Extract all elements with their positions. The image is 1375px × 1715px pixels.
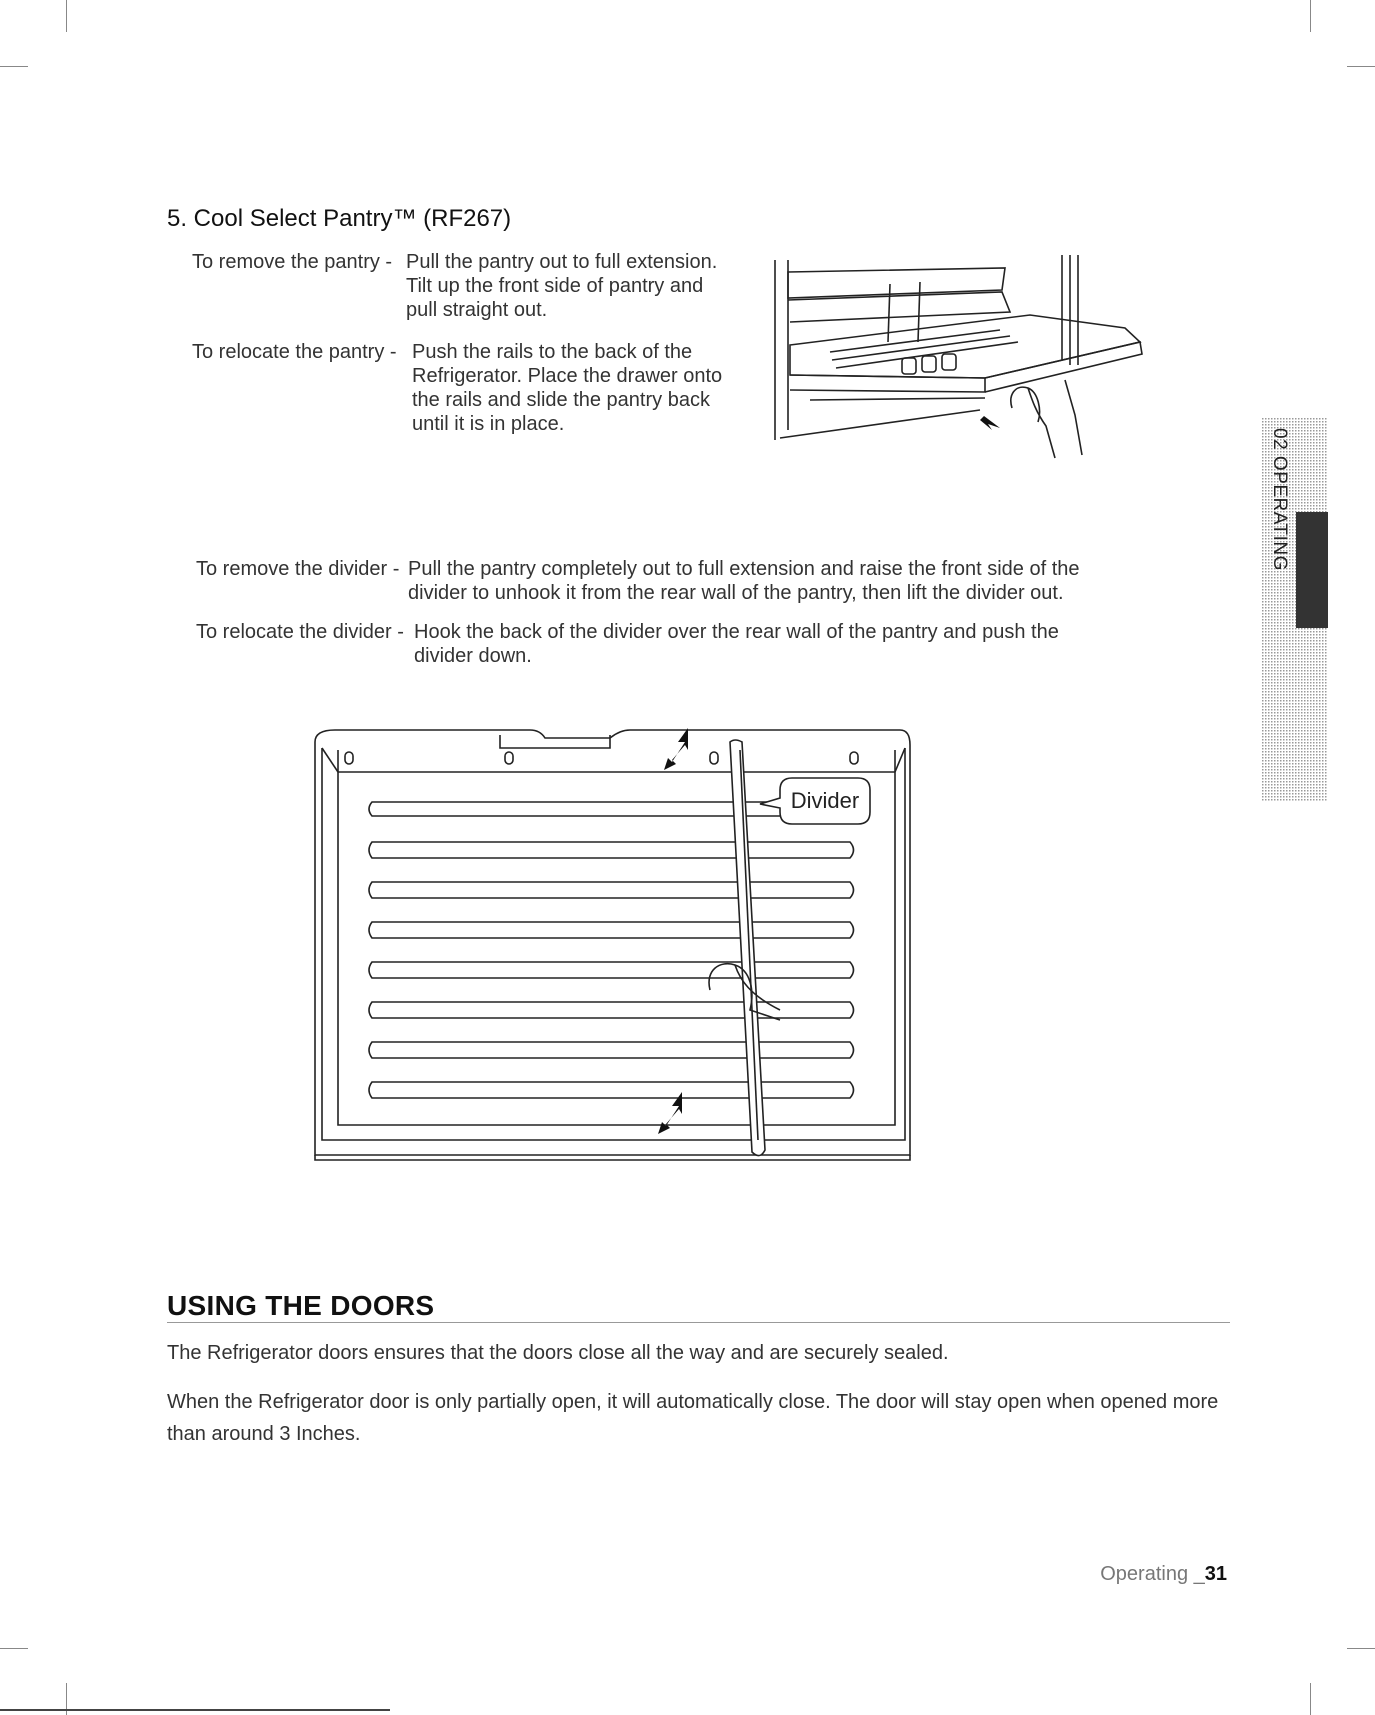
crop-mark (1347, 66, 1375, 67)
using-doors-title: USING THE DOORS (167, 1290, 435, 1321)
divider-callout-label: Divider (790, 788, 860, 813)
section-rule (167, 1322, 1230, 1323)
instruction-text: Pull the pantry completely out to full extension and raise the front side of the divider to unhook it from the rear wall of the pantry, then lift the divider out. (408, 558, 1080, 604)
doors-paragraph-1: The Refrigerator doors ensures that the doors close all the way and are securely sealed. (167, 1342, 949, 1364)
instruction-label: To relocate the divider - (196, 621, 404, 643)
crop-mark (1310, 1683, 1311, 1715)
instruction-text: Hook the back of the divider over the rear wall of the pantry and push the divider down. (414, 621, 1059, 667)
crop-mark (0, 66, 28, 67)
crop-mark (1310, 0, 1311, 32)
pull-arrow-icon (980, 416, 1000, 430)
remove-divider-instruction (196, 557, 1116, 609)
footer-label: Operating _ (1100, 1563, 1205, 1585)
relocate-divider-instruction (196, 620, 1116, 672)
instruction-label: To relocate the pantry - (192, 341, 397, 363)
instruction-label: To remove the pantry - (192, 251, 393, 273)
section-heading: 5. Cool Select Pantry™ (RF267) (167, 205, 512, 232)
crop-mark (1347, 1648, 1375, 1649)
remove-pantry-instruction (192, 250, 752, 330)
side-chapter-tab (1262, 418, 1328, 802)
crop-mark (66, 0, 67, 32)
doors-paragraph-2: When the Refrigerator door is only partially open, it will automatically close. The door will stay open when opened more than around 3 Inches. (167, 1391, 1219, 1445)
page-footer (1100, 1563, 1227, 1586)
tab-marker (1296, 512, 1328, 628)
instruction-label: To remove the divider - (196, 558, 400, 580)
crop-mark (0, 1648, 28, 1649)
lift-arrow-icon (664, 728, 688, 770)
instruction-text: Pull the pantry out to full extension. Tilt up the front side of pantry and pull straight out. (406, 251, 718, 321)
pantry-drawer-illustration (770, 250, 1145, 465)
relocate-pantry-instruction (192, 340, 752, 440)
page-number: 31 (1204, 1563, 1227, 1585)
divider-callout (760, 778, 870, 824)
divider-tray-illustration (310, 720, 920, 1170)
instruction-text: Push the rails to the back of the Refrigerator. Place the drawer onto the rails and slide the pantry back until it is in place. (412, 341, 723, 435)
bottom-rule (0, 1709, 390, 1711)
side-tab-label: 02 OPERATING (1269, 428, 1290, 571)
